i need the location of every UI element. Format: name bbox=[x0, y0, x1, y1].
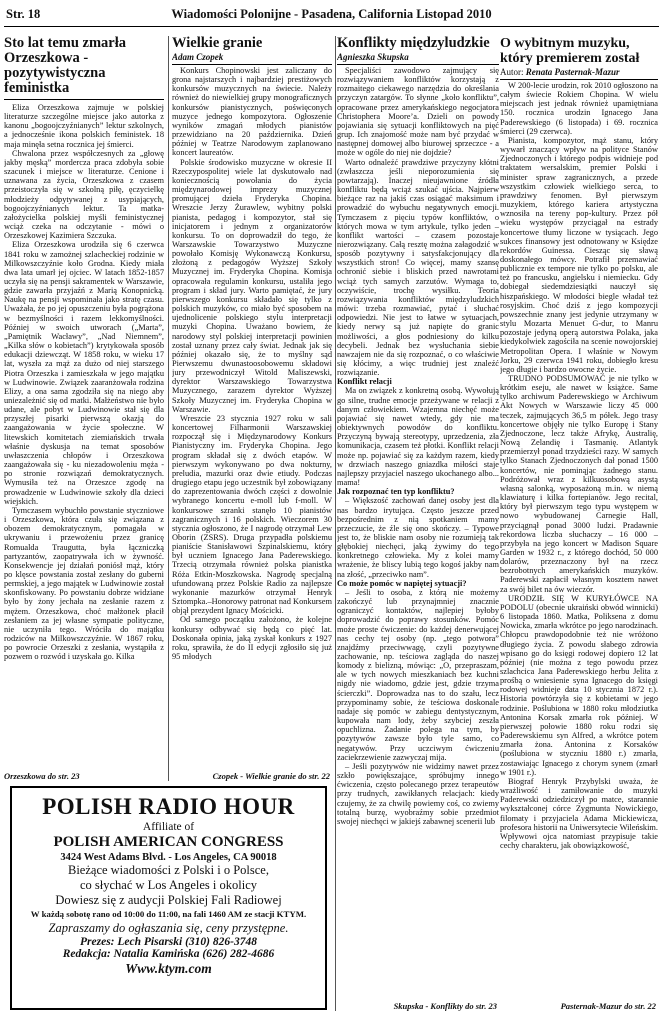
ad-affiliate: Affiliate of bbox=[142, 821, 195, 833]
page-number: Str. 18 bbox=[6, 7, 41, 21]
article-wielkie-granie bbox=[172, 36, 332, 781]
article-body bbox=[172, 66, 332, 661]
article-paragraph: Warto odnaleźć prawdziwe przyczyny kłótni (zwłaszcza jeśli nieporozumienia się powtarzają). Inaczej nieujawnione źródła konfliktu będą wciąż szukać ujścia. Najpierw bieżące raz na jakiś czas osiągać maksimum i prowadzić do wybuchu negatywnych emocji. Tymczasem z pięciu typów konfliktów, o których mowa w tym artykule, tylko jeden – konflikt wartości – czasem pozostaje nierozwiązany. Całą resztę można załagodzić w sposób pozytywny i satysfakcjonujący dla wszystkich stron! Co więcej, mamy szansę ochronić siebie i bliskich przed nawrotami wciąż tych samych zarzutów. Wymaga to, oczywiście, trochę wysiłku. Teoria rozwiązywania konfliktów międzyludzkich mówi: trzeba rozmawiać, pytać i słuchać odpowiedzi. Nie jest to łatwe w sytuacjach, kiedy nerwy są już napięte do granic możliwości, a głos podniesiony do kilku decybeli. Jednak bez wysłuchania siebie nawzajem nie da się rozpoznać, o co właściwie się kłócimy, a więc trudniej jest znaleźć rozwiązanie. bbox=[337, 157, 499, 378]
ad-schedule: W każdą sobotę rano od 10:00 do 11:00, na fali 1460 AM ze stacji KTYM. bbox=[30, 909, 307, 919]
ad-website-link[interactable]: Www.ktym.com bbox=[125, 961, 212, 976]
article-byline bbox=[500, 67, 658, 80]
continuation-note: Czopek - Wielkie granie do str. 22 bbox=[212, 771, 330, 781]
article-paragraph: Tymczasem wybuchło powstanie styczniowe i Orzeszkowa, która czuła się związana z obozem demokratycznym, pomagała w ukrywaniu i przewożeniu przez granicę Romualda Traugutta, była łączniczką partyzantów, zaopatrywała ich w żywność. Konsekwencje jej działań poniósł mąż, który po klęsce powstania został zesłany do guberni permskiej, a jego majątek w Ludwinowie został skonfiskowany. Po powstaniu dobrze widziane było by żony jechała na zesłanie razem z mężem. Orzeszkowa, choć małżonek płacił zesłaniem za jej własne sympatie polityczne, nie uczyniła tego. Wróciła do majątku rodziców na Milkowszczyźnie. W 1867 roku, po powrocie Orzeszki z zesłania, wystąpiła z pozwem o rozwód i uzyskała go. Kilka bbox=[4, 505, 164, 662]
article-paragraph: Pianista, kompozytor, mąż stanu, który wywarł znaczący wpływ na polityce Stanów Zjednoczonych i którego podpis widnieje pod traktatem wersalskim, premier Polski i minister spraw zagranicznych, a przede wszystkim człowiek wielkiego serca, to prawdziwy fenomen. Był pierwszym muzykiem, którego kariera artystyczna wznosiła na tereny pop-kultury. Przez pół wieku występów przyciągał na estrady koncertowe tłumy liczone w tysiącach. Jego sukces finansowy jest odnotowany w Księdze rekordów Guinessa. Ciesząc się sławą doskonałego mówcy. Potrafił przemawiać publicznie ex tempore nie tylko po polsku, ale też po francusku, angielsku i niemiecku. Gdy dobiegał siedemdziesiątki nauczył się hiszpańskiego. W młodości biegle władał też rosyjskim. Choć dziś z jego kompozycji powszechnie znany jest jedynie utrzymany w stylu Mozarta Menuet G-dur, to Manru pozostaje jedyną operą autorstwa Polaka, jaka kiedykolwiek zagościła na scenie nowojorskiej Metropolitan Opera. I właśnie w Nowym Jorku, 29 czerwca 1941 roku, dobiegło kresu jego długie i bardzo owocne życie. bbox=[500, 135, 658, 374]
article-paragraph: Specjaliści zawodowo zajmujący się rozwiązywaniem konfliktów korzystają z rozmaitego ciekawego narzędzia do określania przyczyn zatargów. To słynne „koło konfliktu”, opracowane przez amerykańskiego negocjatora Christophera Moore’a. Dzieli on powody pojawiania się sytuacji konfliktowych na pięć grup. Ich znajomość może nam być przydać w następnej domowej albo biurowej sprzeczce - a może w ogóle do niej nie dojdzie? bbox=[337, 66, 499, 158]
article-headline: Wielkie granie bbox=[172, 36, 263, 51]
publication-title: Wiadomości Polonijne - Pasadena, California Listopad 2010 bbox=[171, 7, 492, 21]
article-byline: Adam Czopek bbox=[172, 52, 332, 65]
byline-label: Autor: bbox=[500, 67, 524, 77]
page-header bbox=[4, 2, 659, 27]
ad-title: POLISH RADIO HOUR bbox=[42, 794, 295, 819]
article-paragraph: TRUDNO PODSUMOWAĆ je nie tylko w krótkim eseju, ale nawet w książce. Same tylko archiwum Paderewskiego w Archiwum Akt Nowych w Warszawie liczy 45 000 teczek, zajmujących 36,5 m półek. Jego trasy koncertowe objęły nie tylko Europę i Stany Zjednoczone, lecz także Afrykę, Australię, Nową Zelandię i Tasmanię. Atlantyk przemierzył ponad trzydzieści razy. W samych tylko Stanach Zjednoczonych dał ponad 1500 koncertów, nie pominąjąc żadnego stanu. Podróżował wraz z kilkuosobową asystą własną salonką, wyposażoną m.in. w niemą klawiaturę i kilka fortepianów. Jego recital, który był pierwszym tego typu występem w nowo wybudowanej Carnegie Hall, przyciągnął ponad 3000 ludzi. Pradawnie rekordowa liczba słuchaczy – 16 000 – przybyła na jego koncert w Madison Square Garden w 1932 r., z którego dochód, 50 000 dolarów, przeznaczony był na rzecz bezrobotnych amerykańskich muzyków. Paderewski zapłacił własnym kosztem nawet za swój bilet na ów wieczór. bbox=[500, 374, 658, 594]
ad-line: Bieżące wiadomości z Polski i o Polsce, bbox=[67, 863, 269, 877]
article-paragraph: Chwalona przez współczesnych za „głowę jakby męską” mordercza praca zdobyła sobie szacunek i miejsce w literaturze. Cenione i uznawana za życia, Orzeszkowa z czasem przeistoczyła się w szkolną piłę, ęczycielkę młodzieży odpytywanej z usypiających, bogoojczyźnianych lektur. Ta matka-założycielka polskiej myśli feministycznej wciąż czeka na odczytanie - mówi o Orzeszkowej Kazimiera Szczuka. bbox=[4, 148, 164, 241]
radio-hour-advertisement bbox=[10, 786, 327, 1010]
article-paragraph: – Większość zachowań danej osoby jest dla nas bardzo irytująca. Często jeszcze przed bezpośrednim z nią spotkaniem mamy przeczucie, że źle się ono skończy. – Typowe jest to, że bliskie nam osoby nie rozumieją tak głębokiej niechęci, jaką żywimy do tego konkretnego człowieka. My z kolei mamy wrażenie, że bliscy lubią tego kogoś jakby nam na złość, „przeciwko nam”. bbox=[337, 496, 499, 579]
article-paragraph: Konkurs Chopinowski jest zaliczany do grona najstarszych i najbardziej prestiżowych konkursów muzycznych na świecie. Należy również do niewielkiej grupy monograficznych konkursów pianistycznych, poświęconych muzyce jednego kompozytora. Ogłoszenie wyników zmagań młodych pianistów przewidziano na 20 października. Dzień później w Teatrze Narodowym zaplanowano koncert laureatów. bbox=[172, 66, 332, 158]
article-paragraph: Eliza Orzeszkowa zajmuje w polskiej literaturze szczególne miejsce jako autorka z kanonu „bogoojczyźnianych” lektur szkolnych, a jednocześnie ikona polskich feministek. 18 maja minęła setna rocznica jej śmierci. bbox=[4, 103, 164, 149]
ad-president-contact: Prezes: Lech Pisarski (310) 826-3748 bbox=[80, 936, 257, 948]
article-paragraph: Biograf Henryk Przybylski uważa, że wrażliwość i zamiłowanie do muzyki Paderewski odziedziczył po matce, starannie wykształconej córce Zygmunta Nowickiego, filomaty i przyjaciela Adama Mickiewicza, profesora historii na Uniwersytecie Wileńskim. Wpływowi ojca natomiast przypisuje takie cechy charakteru, jak obowiązkowość, bbox=[500, 776, 658, 850]
article-paderewski bbox=[500, 36, 658, 1011]
article-headline: O wybitnym muzyku, który premierem został bbox=[500, 36, 640, 66]
article-body bbox=[500, 81, 658, 850]
column-divider bbox=[168, 36, 169, 781]
article-paragraph: Eliza Orzeszkowa urodziła się 6 czerwca 1841 roku w zamożnej szlacheckiej rodzinie w Milkowszczyźnie koło Grodna. Kiedy miała dwa lata umarł jej ojciec. W latach 1852-1857 uczyła się na pensji sakramentek w Warszawie, gdzie zawarła przyjaźń z Marią Konopnicką. Naukę na pensji wspominała jako stratę czasu. Uważała, że po jej opuszczeniu była pogrążona w bezmyślności i razem lekkomyślności. Później w swoich utworach („Marta”, „Pamiętnik Wacławy”, „Nad Niemnem”, „Kilka słów o kobietach”) krytykowała sposób edukacji dziewcząt. W 1858 roku, w wieku 17 lat, wyszła za mąż za dużo od niej starszego Piotra Orzeszka i zamieszkała w jego majątku w Ludwinowie. Związek zaaranżowała rodzina Elizy, a ona sama zgodziła się na niego aby uniezależnić się od matki. Małżeństwo nie było udane, ale pobyt w Ludwinowie stał się dla przyszłej pisarki pierwszą okazją do zaangażowania w życie społeczne. W litewskich komitetach ziemiańskich trwała właśnie dyskusja na temat sposobów uwłaszczenia chłopów i Orzeszkowa zaangażowała się - ku niezadowoleniu męża - po stronie rozwiązań demokratycznych. Wymusiła też na Orzeszce zgodę na prowadzenie w Ludwinowie szkoły dla dzieci wiejskich. bbox=[4, 240, 164, 506]
article-body bbox=[4, 103, 164, 662]
article-subheading: Konflikt relacji bbox=[337, 377, 392, 387]
continuation-note: Skupska - Konflikty do str. 23 bbox=[393, 1001, 497, 1011]
ad-address: 3424 West Adams Blvd. - Los Angeles, CA 90018 bbox=[60, 852, 277, 863]
ad-line: co słychać w Los Angeles i okolicy bbox=[79, 878, 258, 892]
article-subheading: Co może pomóc w napiętej sytuacji? bbox=[337, 578, 467, 588]
article-paragraph: URODZIŁ SIĘ W KURYŁÓWCE NA PODOLU (obecnie ukraiński obwód winnicki) 6 listopada 1860. Matka, Poliksena z domu Nowicka, zmarła wkrótce po jego narodzinach. Chłopcu prawdopodobnie też nie wróżono długiego życia. Z powodu słabego zdrowia wpisano go do księgi rodowej dopiero 12 lat później (nie można z tego powodu przez szlachcica Jana Paderewskiego herbu Jelita z prośbą o wniesienie syna Ignacego do księgi rodowej widnieje data 10 stycznia 1872 r.). Historia powtórzyła się z kobietami w jego rodzinie. Poślubiona w 1880 roku młodziutka Antonina Korsak zmarła rok później. W pierwszej połowie 1880 roku rodzi się Paderewskiemu syn Alfred, a wkrótce potem zmarła żona. Antonina z Korsaków (poślubiona w styczniu 1880 r.) zmarła, zostawiając Ignacego z chorym synem (zmarł w 1901 r.). bbox=[500, 593, 658, 777]
continuation-note: Orzeszkowa do str. 23 bbox=[4, 771, 80, 781]
article-paragraph: Od samego początku założono, że kolejne konkursy odbywać się będą co pięć lat. Doskonała opinia, jaką zyskał konkurs z 1927 roku, sprawiła, że do II edycji zgłosiło się już 95 młodych bbox=[172, 615, 332, 661]
article-headline: Sto lat temu zmarła Orzeszkowa - pozytywistyczna feministka bbox=[4, 36, 164, 100]
article-body bbox=[337, 66, 499, 826]
byline-author: Renata Pasternak-Mazur bbox=[525, 67, 620, 77]
ad-line: Dowiesz się z audycji Polskiej Fali Radiowej bbox=[55, 893, 282, 907]
article-paragraph: Polskie środowisko muzyczne w okresie II Rzeczypospolitej wiele lat dyskutowało nad koniecznością powołania do życia międzynarodowej imprezy muzycznej promującej dzieła Fryderyka Chopina. Wreszcie Jerzy Żurawlew, wybitny polski pianista, pedagog i kompozytor, stał się inicjatorem i jednym z organizatorów konkursu. To on doprowadził do tego, że Warszawskie Towarzystwo Muzyczne powołało Komisję Wykonawczą Konkursu, złożoną z pedagogów Wyższej Szkoły Muzycznej im. Fryderyka Chopina. Komisja opracowała regulamin konkursu, ustaliła jego program i skład jury. Warto pamiętać, że jury pierwszego konkursu składało się tylko z polskich muzyków, co miało być sposobem na ujednolicenie polskiego stylu interpretacji muzyki Chopina. Uważano bowiem, że narodowy styl polskiej interpretacji powinien został uznany przez cały świat. Jednak jak się później okazało się, że to myślny sąd Pierwszemu dwunastoosobowemu składowi jury przewodniczył Witold Maliszewski, dyrektor Warszawskiego Towarzystwa Muzycznego, zarazem dyrektor Wyższej Szkoły Muzycznej im. Fryderyka Chopina w Warszawie. bbox=[172, 157, 332, 414]
ad-organization: POLISH AMERICAN CONGRESS bbox=[53, 834, 284, 850]
article-paragraph: Wreszcie 23 stycznia 1927 roku w sali koncertowej Filharmonii Warszawskiej rozpoczął się i Międzynarodowy Konkurs Pianistyczny im. Fryderyka Chopina. Jego program składał się z dwóch etapów. W pierwszym wykonywano po dwa nokturny, preludia, mazurki oraz dwie etiudy. Podczas drugiego etapu jego uczestnik był zobowiązany do zaprezentowania dwóch części z dowolnie wybranego koncertu e-moll lub f-moll. W konkursowe szranki stanęło 10 pianistów zagranicznych i 16 polskich. Wieczorem 30 stycznia ogłoszono, że I nagrodę otrzymał Lew Oborin (ZSRS). Druga przypadła polskiemu pianiście Stanisławowi Szpinalskiemu, który był uczniem Ignacego Jana Paderewskiego. Trzecią otrzymała również polska pianistka Róża Etkin-Moszkowska. Nagrodę specjalną ufundowaną przez Polskie Radio za najlepsze wykonanie mazurków otrzymał Henryk Sztompka.–Honorowy patronat nad Konkursem objął prezydent Ignacy Mościcki. bbox=[172, 413, 332, 616]
article-subheading: Jak rozpoznać ten typ konfliktu? bbox=[337, 487, 455, 497]
article-paragraph: – Jeśli to osoba, z którą nie możemy zakończyć lub przynajmniej znacznie ograniczyć kontaktów, najlepiej byłoby doprowadzić do poprawy stosunków. Pomóc może proste ćwiczenie: do każdej denerwującej nas cechy tej osoby (np. „tego potwora” znajdźmy przeciwwagę, czyli pozytywne zachowanie, np. teściowa zagląda do naszej komody z bielizną, mówiąc: „O, przepraszam, ale w tych nowych mieszkaniach bez kuchni nigdy nie wiadomo, gdzie jest, gdzie trzyma ścierczki”. Doprowadza nas to do szału, lecz przypominamy sobie, że teściowa doskonale nadaje się pomóc w zabiegu dentystycznym, kupowała nam lody, żeby szybciej zeszła opuchlizna. Żadanie polega na tym, by pozytywów zawsze było tyle samo, co negatywów. Przy uczciwym ćwiczeniu zaciekrzewienie zazwyczaj mija. bbox=[337, 587, 499, 762]
ad-invitation: Zapraszamy do ogłaszania się, ceny przystępne. bbox=[48, 921, 289, 935]
article-orzeszkowa bbox=[4, 36, 164, 781]
article-paragraph: W 200-lecie urodzin, rok 2010 ogłoszono na całym świecie Rokiem Chopina. W wielu miejscach jest jednak również upamiętniana 150. rocznica urodzin Ignacego Jana Paderewskiego (6 listopada) i 69. rocznica śmierci (29 czerwca). bbox=[500, 81, 658, 136]
article-headline: Konflikty międzyludzkie bbox=[337, 36, 490, 51]
article-paragraph: – Jeśli pozytywów nie widzimy nawet przez szkło powiększające, spróbujmy innego ćwiczenia, często polecanego przez terapeutów przy trudnych, zawikłanych relacjach: kiedy czujemy, że za chwilę powiemy coś, co zwiemy totalną burzę, wyobraźmy sobie przedmiot swojej niechęci w jakiejś zabawnej scenerii lub bbox=[337, 761, 499, 826]
article-konflikty bbox=[337, 36, 499, 1011]
article-byline: Agnieszka Skupska bbox=[337, 52, 499, 65]
ad-editor-contact: Redakcja: Natalia Kamińska (626) 282-4686 bbox=[62, 948, 275, 960]
column-divider bbox=[335, 36, 336, 1011]
continuation-note: Pasternak-Mazur do str. 22 bbox=[560, 1001, 656, 1011]
article-paragraph: Ma on związek z konkretną osobą. Wywołują go silne, trudne emocje przeżywane w relacji z danym człowiekiem. Wzajemna niechęć może pojawiać się nawet wtedy, gdy nie ma obiektywnych powodów do konfliktu. Przyczyną bywają stereotypy, uprzedzenia, zła komunikacja, czasem też płotki. Konflikt relacji może np. pojawiać się za każdym razem, kiedy w drzwiach naszego gniazdka miłości staje najlepszy przyjaciel naszego ukochanego albo... mama! bbox=[337, 386, 499, 488]
